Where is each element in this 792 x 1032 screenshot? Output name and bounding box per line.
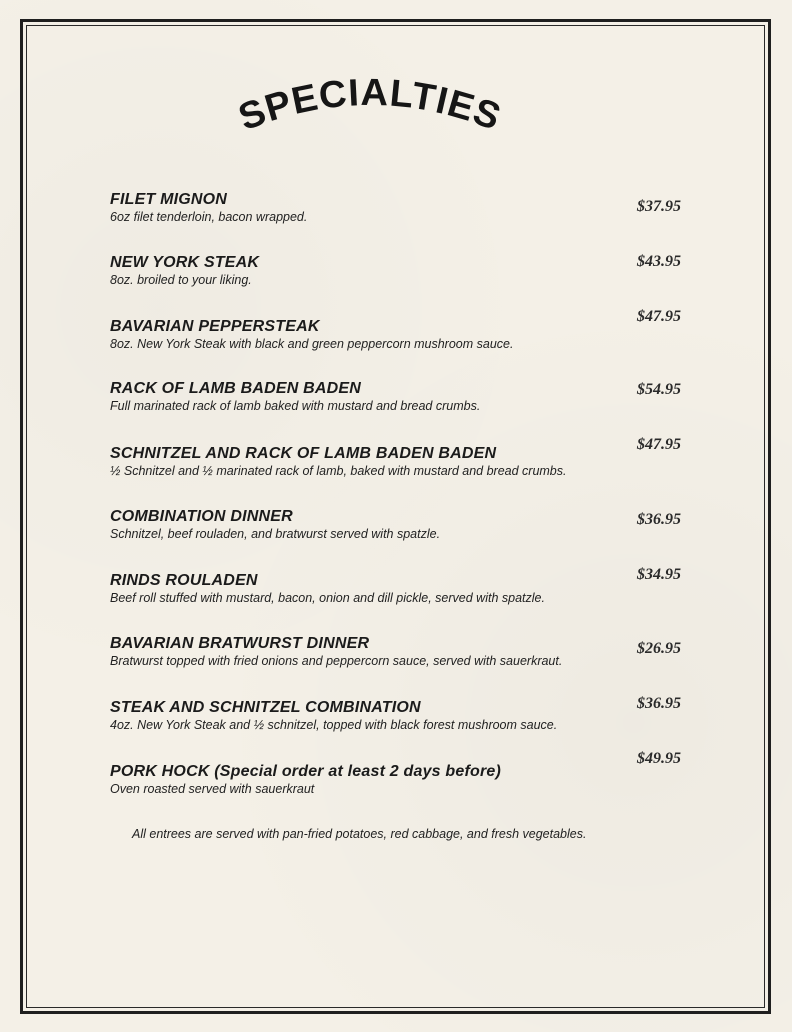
item-name: RACK OF LAMB BADEN BADEN	[110, 380, 362, 397]
item-name: FILET MIGNON	[110, 191, 228, 208]
item-description: 8oz. broiled to your liking.	[110, 273, 252, 287]
item-price: $47.95	[637, 308, 681, 325]
footer-note: All entrees are served with pan-fried potatoes, red cabbage, and fresh vegetables.	[132, 827, 587, 841]
item-price: $36.95	[637, 511, 681, 528]
item-price: $34.95	[637, 566, 681, 583]
item-description: Beef roll stuffed with mustard, bacon, onion and dill pickle, served with spatzle.	[110, 591, 545, 605]
item-price: $54.95	[637, 381, 681, 398]
item-description: Oven roasted served with sauerkraut	[110, 782, 315, 796]
item-description: Full marinated rack of lamb baked with mustard and bread crumbs.	[110, 399, 481, 413]
item-description: 4oz. New York Steak and ½ schnitzel, topped with black forest mushroom sauce.	[110, 718, 558, 732]
item-name: NEW YORK STEAK	[110, 254, 260, 271]
item-name: BAVARIAN BRATWURST DINNER	[110, 635, 370, 652]
menu-item	[110, 698, 710, 733]
menu-item	[110, 507, 710, 542]
item-price: $36.95	[637, 695, 681, 712]
item-description: Schnitzel, beef rouladen, and bratwurst served with spatzle.	[110, 527, 441, 541]
item-name: PORK HOCK (Special order at least 2 days before)	[110, 763, 502, 780]
menu-title-text: SPECIALTIES	[233, 71, 507, 140]
item-price: $37.95	[637, 198, 681, 215]
menu-item	[110, 190, 710, 225]
menu-item	[110, 762, 710, 797]
item-price: $26.95	[637, 640, 681, 657]
item-name: STEAK AND SCHNITZEL COMBINATION	[110, 699, 421, 716]
svg-text:SPECIALTIES	[233, 72, 507, 139]
item-name: BAVARIAN PEPPERSTEAK	[110, 318, 320, 335]
menu-item	[110, 379, 710, 414]
menu-title	[200, 71, 540, 155]
menu-item	[110, 444, 710, 479]
item-price: $49.95	[637, 750, 681, 767]
item-description: Bratwurst topped with fried onions and peppercorn sauce, served with sauerkraut.	[110, 654, 563, 668]
item-description: ½ Schnitzel and ½ marinated rack of lamb, baked with mustard and bread crumbs.	[110, 464, 567, 478]
item-name: SCHNITZEL AND RACK OF LAMB BADEN BADEN	[110, 445, 497, 462]
item-description: 6oz filet tenderloin, bacon wrapped.	[110, 210, 308, 224]
item-price: $43.95	[637, 253, 681, 270]
item-name: RINDS ROULADEN	[110, 572, 258, 589]
item-price: $47.95	[637, 436, 681, 453]
menu-item	[110, 253, 710, 288]
menu-item	[110, 634, 710, 669]
item-description: 8oz. New York Steak with black and green peppercorn mushroom sauce.	[110, 337, 514, 351]
menu-item	[110, 571, 710, 606]
menu-item	[110, 317, 710, 352]
item-name: COMBINATION DINNER	[110, 508, 293, 525]
